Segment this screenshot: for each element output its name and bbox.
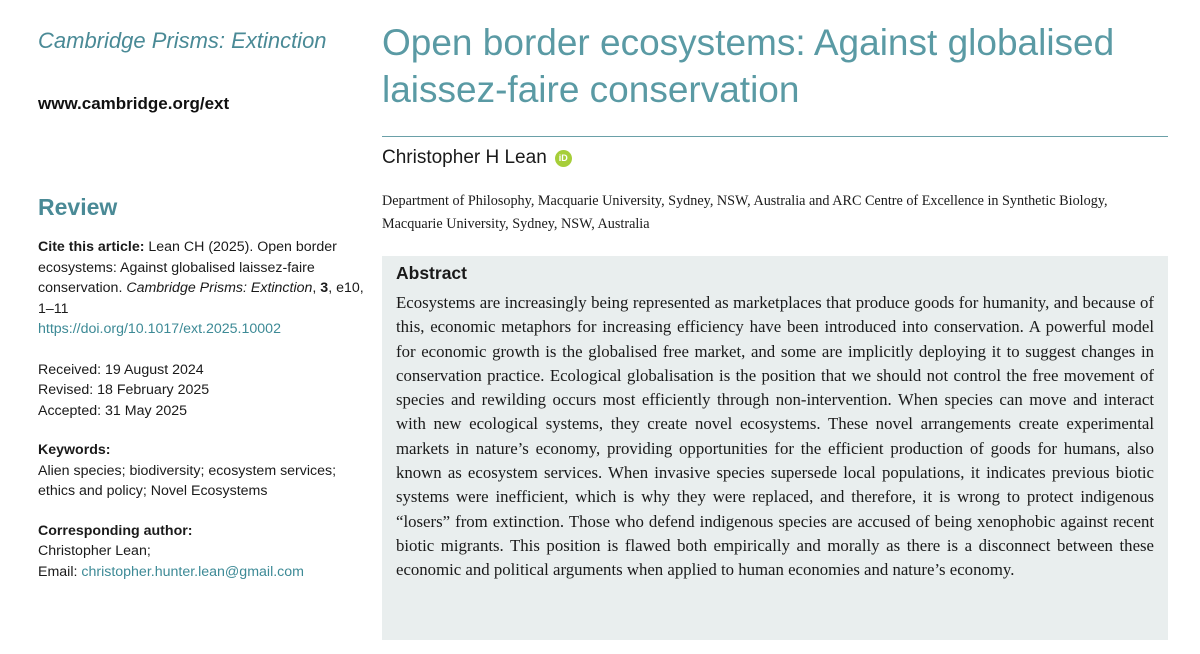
title-divider [382, 136, 1168, 137]
journal-website[interactable]: www.cambridge.org/ext [38, 94, 230, 113]
author-name[interactable]: Christopher H Lean [382, 147, 547, 168]
received-date: Received: 19 August 2024 [38, 361, 204, 378]
corresponding-block [38, 521, 368, 583]
abstract-body: Ecosystems are increasingly being represented as marketplaces that produce goods for humanity, and because of this, economic metaphors for increasing efficiency have been introduced into conservation. A powerful model for economic growth is the globalised free market, and some are implicitly deploying it to suggest changes in conservation practice. Ecological globalisation is the position that we should not control the free movement of species and rewilding occurs most efficiently through non-intervention. When species can move and interact with new ecological systems, they create novel ecosystems. These novel arrangements create experimental markets in nature’s economy, providing opportunities for the efficient production of goods for humans, also known as ecosystem services. When invasive species supersede local populations, it indicates previous biotic systems were inefficient, which is why they were replaced, and therefore, it is wrong to protect indigenous “losers” from extinction. Those who defend indigenous species are accused of being xenophobic against recent biotic migrants. This position is flawed both empirically and morally as there is a disconnect between these economic and political arguments when applied to human economies and nature’s economy. [396, 293, 1154, 580]
cite-sep: , [312, 280, 321, 296]
sidebar [38, 24, 368, 582]
affiliation: Department of Philosophy, Macquarie University, Sydney, NSW, Australia and ARC Centre of Excellence in Synthetic Biology, Macquarie University, Sydney, NSW, Australia [382, 193, 1108, 232]
keywords-text: Alien species; biodiversity; ecosystem services; ethics and policy; Novel Ecosystems [38, 462, 337, 499]
cite-pages: , e10, 1–11 [38, 280, 364, 317]
cite-label: Cite this article: [38, 239, 145, 255]
corresponding-label: Corresponding author: [38, 522, 193, 539]
cite-journal: Cambridge Prisms: Extinction [126, 280, 313, 296]
author-line [382, 147, 572, 169]
dates-block [38, 360, 368, 422]
journal-name: Cambridge Prisms: Extinction [38, 28, 327, 53]
abstract-box [382, 256, 1168, 640]
article-title: Open border ecosystems: Against globalised laissez-faire conservation [382, 22, 1115, 110]
email-label: Email: [38, 563, 82, 580]
corresponding-name: Christopher Lean; [38, 543, 151, 559]
revised-date: Revised: 18 February 2025 [38, 382, 210, 398]
orcid-icon[interactable]: iD [555, 150, 572, 167]
corresponding-email-line [38, 562, 368, 583]
cite-volume: 3 [320, 280, 329, 296]
email-link[interactable]: christopher.hunter.lean@gmail.com [81, 563, 304, 580]
doi-link[interactable]: https://doi.org/10.1017/ext.2025.10002 [38, 321, 281, 337]
abstract-heading: Abstract [396, 263, 467, 283]
article-type: Review [38, 194, 118, 220]
keywords-block [38, 440, 368, 502]
keywords-label: Keywords: [38, 442, 111, 458]
accepted-date: Accepted: 31 May 2025 [38, 402, 188, 419]
cite-text: Lean CH (2025). Open border ecosystems: Against globalised laissez-faire conservation. [38, 239, 337, 296]
cite-block [38, 237, 368, 340]
